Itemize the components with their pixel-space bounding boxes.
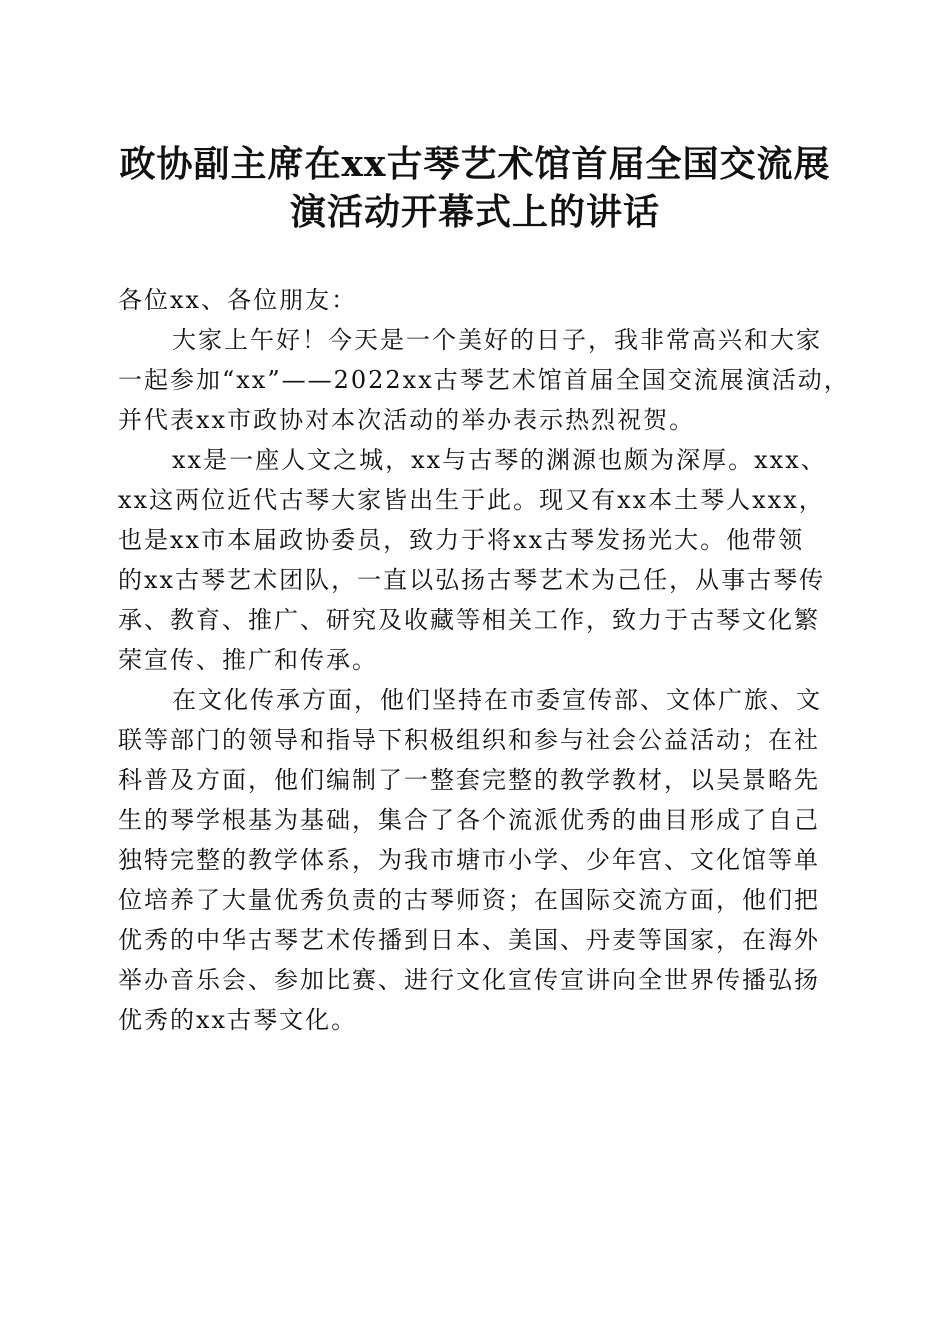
document-title bbox=[110, 140, 840, 236]
paragraph-line: 并代表xx市政协对本次活动的举办表示热烈祝贺。 bbox=[118, 406, 696, 434]
paragraph-line: 承、教育、推广、研究及收藏等相关工作，致力于古琴文化繁 bbox=[118, 606, 820, 634]
paragraph-2 bbox=[118, 440, 832, 680]
paragraph-line: xx这两位近代古琴大家皆出生于此。现又有xx本土琴人xxx， bbox=[118, 486, 825, 514]
paragraph-line: 独特完整的教学体系，为我市塘市小学、少年宫、文化馆等单 bbox=[118, 846, 820, 874]
paragraph-1 bbox=[118, 320, 850, 440]
paragraph-3 bbox=[118, 680, 832, 1040]
paragraph-line: 举办音乐会、参加比赛、进行文化宣传宣讲向全世界传播弘扬 bbox=[118, 966, 820, 994]
paragraph-line: 生的琴学根基为基础，集合了各个流派优秀的曲目形成了自己 bbox=[118, 806, 820, 834]
salutation: 各位xx、各位朋友： bbox=[118, 286, 358, 314]
paragraph-line: 也是xx市本届政协委员，致力于将xx古琴发扬光大。他带领 bbox=[118, 526, 805, 554]
paragraph-line: xx是一座人文之城，xx与古琴的渊源也颇为深厚。xxx、 bbox=[172, 446, 827, 474]
paragraph-line: 科普及方面，他们编制了一整套完整的教学教材，以吴景略先 bbox=[118, 766, 820, 794]
paragraph-line: 优秀的xx古琴文化。 bbox=[118, 1006, 358, 1034]
paragraph-line: 优秀的中华古琴艺术传播到日本、美国、丹麦等国家，在海外 bbox=[118, 926, 820, 954]
paragraph-line: 大家上午好！今天是一个美好的日子，我非常高兴和大家 bbox=[172, 326, 822, 354]
paragraph-line: 的xx古琴艺术团队，一直以弘扬古琴艺术为己任，从事古琴传 bbox=[118, 566, 826, 594]
paragraph-line: 一起参加“xx”——2022xx古琴艺术馆首届全国交流展演活动， bbox=[118, 366, 850, 394]
title-line-1: 政协副主席在xx古琴艺术馆首届全国交流展 bbox=[119, 143, 831, 185]
title-line-2: 演活动开幕式上的讲话 bbox=[289, 191, 660, 233]
paragraph-line: 荣宣传、推广和传承。 bbox=[118, 646, 378, 674]
paragraph-line: 联等部门的领导和指导下积极组织和参与社会公益活动；在社 bbox=[118, 726, 820, 754]
paragraph-line: 位培养了大量优秀负责的古琴师资；在国际交流方面，他们把 bbox=[118, 886, 820, 914]
document-body bbox=[118, 280, 850, 1040]
paragraph-line: 在文化传承方面，他们坚持在市委宣传部、文体广旅、文 bbox=[172, 686, 822, 714]
